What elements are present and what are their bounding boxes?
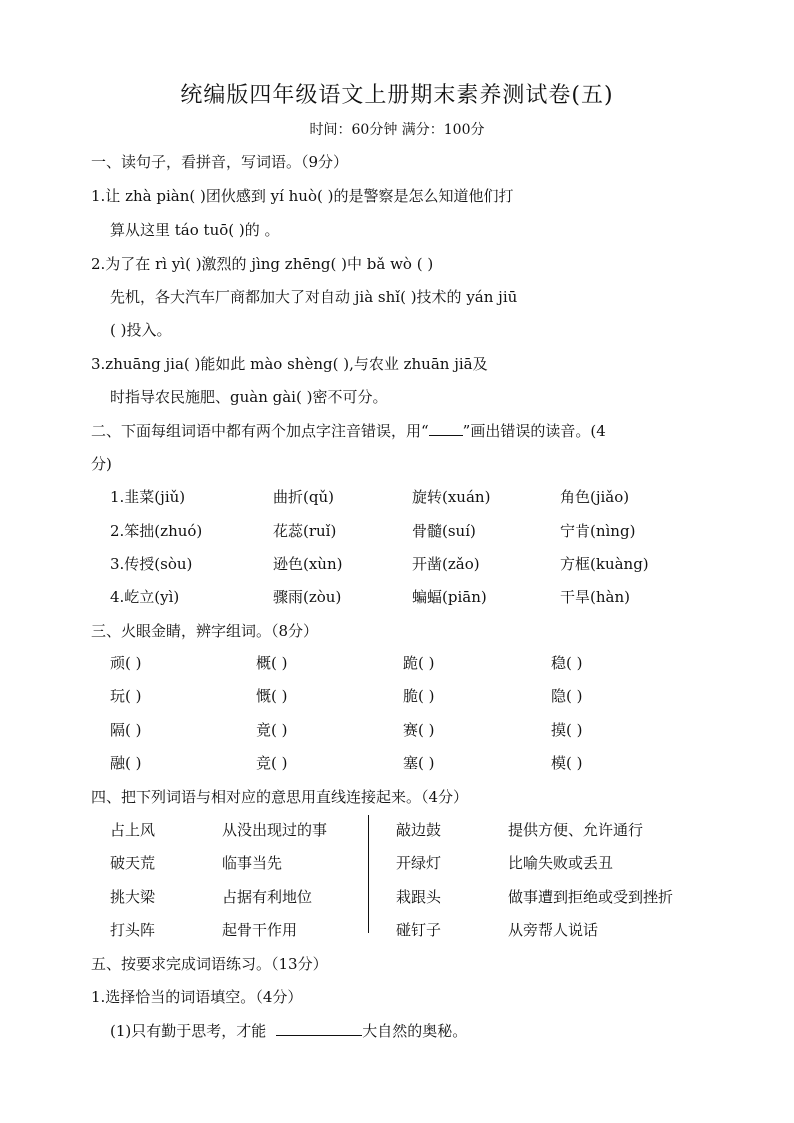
section-4-heading: 四、把下列词语与相对应的意思用直线连接起来。（4分） [91,788,469,806]
match-right-meaning: 比喻失败或丢丑 [508,854,614,872]
s2-cell: 2.笨拙(zhuó) [110,522,203,540]
matching-divider [368,815,369,933]
section-5-heading: 五、按要求完成词语练习。（13分） [91,955,328,973]
q3-line-1: 3.zhuāng jia( )能如此 mào shèng( ),与农业 zhuān jiā及 [91,355,488,373]
section-2-heading-a: 二、下面每组词语中都有两个加点字注音错误，用“ [91,422,429,440]
s3-cell: 跪( ) [403,654,435,672]
s2-cell: 1.韭菜(jiǔ) [110,488,186,506]
s3-cell: 慨( ) [256,687,288,705]
match-left-word: 挑大梁 [110,888,156,906]
s2-cell: 方框(kuàng) [560,555,649,573]
s3-cell: 隔( ) [110,721,142,739]
match-right-meaning: 提供方便、允许通行 [508,821,644,839]
match-right-word: 碰钉子 [396,921,442,939]
s3-cell: 顽( ) [110,654,142,672]
s2-cell: 角色(jiǎo) [560,488,630,506]
q1-line-2: 算从这里 táo tuō( )的 。 [110,221,280,239]
match-left-meaning: 占据有利地位 [222,888,313,906]
s3-cell: 模( ) [551,754,583,772]
s5-item-1-text-b: 大自然的奥秘。 [362,1022,468,1040]
s3-cell: 塞( ) [403,754,435,772]
s3-cell: 脆( ) [403,687,435,705]
s2-cell: 逊色(xùn) [273,555,343,573]
s2-cell: 3.传授(sòu) [110,555,193,573]
q3-line-2: 时指导农民施肥、guàn gài( )密不可分。 [110,388,388,406]
s2-cell: 旋转(xuán) [412,488,491,506]
s2-cell: 宁肯(nìng) [560,522,636,540]
s2-cell: 曲折(qǔ) [273,488,334,506]
q1-line-1: 1.让 zhà piàn( )团伙感到 yí huò( )的是警察是怎么知道他们打 [91,187,514,205]
s3-cell: 竟( ) [256,721,288,739]
s3-cell: 融( ) [110,754,142,772]
match-left-word: 占上风 [110,821,156,839]
s3-cell: 稳( ) [551,654,583,672]
page-title: 统编版四年级语文上册期末素养测试卷(五) [180,83,614,108]
match-right-meaning: 从旁帮人说话 [508,921,599,939]
s3-cell: 摸( ) [551,721,583,739]
s3-cell: 赛( ) [403,721,435,739]
match-left-meaning: 临事当先 [222,854,283,872]
match-left-meaning: 从没出现过的事 [222,821,328,839]
exam-time-score: 时间：60分钟 满分：100分 [309,122,485,138]
s2-cell: 干旱(hàn) [560,588,630,606]
s2-cell: 花蕊(ruǐ) [273,522,337,540]
section-1-heading: 一、读句子，看拼音，写词语。（9分） [91,153,349,171]
fill-blank[interactable] [276,1035,362,1036]
match-right-meaning: 做事遭到拒绝或受到挫折 [508,888,674,906]
match-right-word: 敲边鼓 [396,821,442,839]
s3-cell: 隐( ) [551,687,583,705]
section-2-heading-b: ”画出错误的读音。(4 [462,422,606,440]
match-left-meaning: 起骨干作用 [222,921,298,939]
match-left-word: 破天荒 [110,854,156,872]
s3-cell: 概( ) [256,654,288,672]
s2-cell: 骨髓(suí) [412,522,476,540]
q2-line-2: 先机，各大汽车厂商都加大了对自动 jià shǐ( )技术的 yán jiū [110,288,518,306]
match-left-word: 打头阵 [110,921,156,939]
s2-cell: 骤雨(zòu) [273,588,342,606]
s3-cell: 竞( ) [256,754,288,772]
match-right-word: 栽跟头 [396,888,442,906]
section-5-sub-1: 1.选择恰当的词语填空。（4分） [91,988,303,1006]
section-3-heading: 三、火眼金睛，辨字组词。（8分） [91,622,319,640]
match-right-word: 开绿灯 [396,854,442,872]
q2-line-3: ( )投入。 [110,321,172,339]
underline-sample [429,435,463,436]
s2-cell: 蝙蝠(piān) [412,588,487,606]
s5-item-1-text-a: (1)只有勤于思考，才能 [110,1022,267,1040]
s3-cell: 玩( ) [110,687,142,705]
s2-cell: 4.屹立(yì) [110,588,180,606]
section-2-heading-c: 分) [91,455,112,473]
q2-line-1: 2.为了在 rì yì( )激烈的 jìng zhēng( )中 bǎ wò ( ) [91,255,434,273]
section-2-heading [91,420,606,441]
s5-item-1 [110,1020,467,1041]
s2-cell: 开凿(zǎo) [412,555,480,573]
